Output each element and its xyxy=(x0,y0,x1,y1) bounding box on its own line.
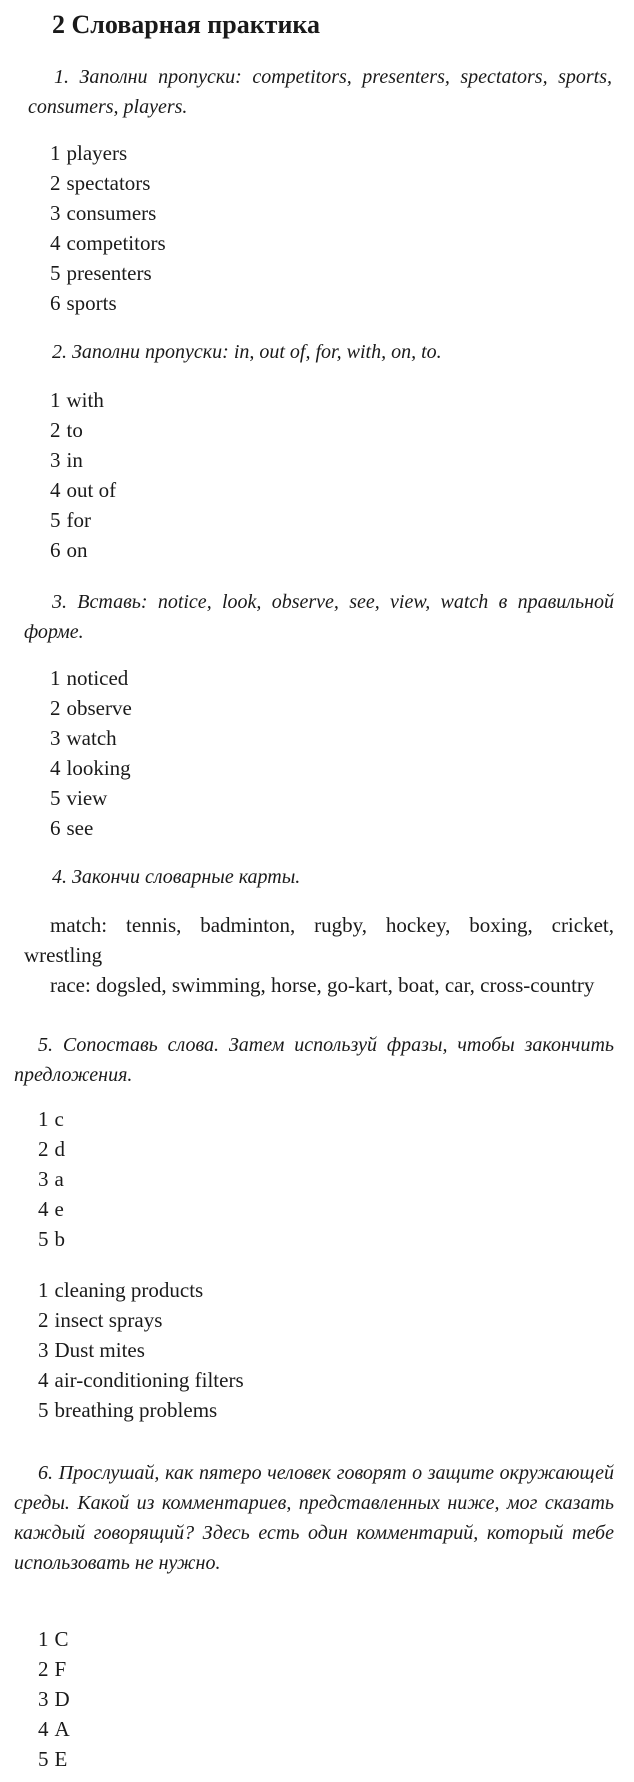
list-item: 5 presenters xyxy=(50,261,152,285)
list-item: 4 looking xyxy=(50,756,131,780)
list-item: 3 consumers xyxy=(50,201,157,225)
list-item: 4 air-conditioning filters xyxy=(38,1368,244,1392)
list-item: 3 Dust mites xyxy=(38,1338,145,1362)
list-item: 6 sports xyxy=(50,291,117,315)
list-item: 5 for xyxy=(50,508,91,532)
exercise-2-answers xyxy=(50,385,122,565)
exercise-5-instruction: 5. Сопоставь слова. Затем используй фразы, чтобы закончить предложения. xyxy=(14,1034,614,1086)
list-item: 4 e xyxy=(38,1197,64,1221)
list-item: 5 breathing problems xyxy=(38,1398,218,1422)
list-item: 2 insect sprays xyxy=(38,1308,163,1332)
list-item: 4 out of xyxy=(50,478,117,502)
list-item: 3 watch xyxy=(50,726,117,750)
list-item: 4 A xyxy=(38,1717,70,1741)
list-item: 1 C xyxy=(38,1627,69,1651)
list-item: 1 with xyxy=(50,388,104,412)
exercise-6-instruction: 6. Прослушай, как пятеро человек говорят о защите окружающей среды. Какой из комментариев, представленных ниже, мог сказать каждый говорящий? Здесь есть один комментарий, который тебе использовать не нужно. xyxy=(14,1462,614,1574)
list-item: 2 d xyxy=(38,1137,65,1161)
list-item: 5 view xyxy=(50,786,108,810)
list-item: 2 F xyxy=(38,1657,67,1681)
exercise-3-instruction: 3. Вставь: notice, look, observe, see, view, watch в правильной форме. xyxy=(24,591,614,643)
list-item: 1 c xyxy=(38,1107,64,1131)
list-item: 3 D xyxy=(38,1687,70,1711)
page-title: 2 Словарная практика xyxy=(52,10,321,39)
exercise-1-instruction: 1. Заполни пропуски: competitors, presenters, spectators, sports, consumers, players. xyxy=(28,66,612,118)
list-item: 1 players xyxy=(50,141,128,165)
exercise-2-instruction: 2. Заполни пропуски: in, out of, for, with, on, to. xyxy=(52,341,442,363)
list-item: 3 a xyxy=(38,1167,64,1191)
list-item: 2 spectators xyxy=(50,171,151,195)
word-map-match: match: tennis, badminton, rugby, hockey, boxing, cricket, wrestling xyxy=(24,913,614,967)
list-item: 5 b xyxy=(38,1227,65,1251)
exercise-5-phrases xyxy=(38,1275,250,1425)
exercise-1-answers xyxy=(50,138,172,318)
list-item: 6 see xyxy=(50,816,94,840)
exercise-6-answers xyxy=(38,1624,76,1774)
word-map-race: race: dogsled, swimming, horse, go-kart, boat, car, cross-country xyxy=(50,973,595,997)
list-item: 1 noticed xyxy=(50,666,129,690)
list-item: 1 cleaning products xyxy=(38,1278,204,1302)
exercise-3-answers xyxy=(50,663,138,843)
exercise-4-instruction: 4. Закончи словарные карты. xyxy=(52,866,301,888)
list-item: 6 on xyxy=(50,538,88,562)
list-item: 4 competitors xyxy=(50,231,166,255)
list-item: 2 observe xyxy=(50,696,132,720)
list-item: 2 to xyxy=(50,418,83,442)
list-item: 5 E xyxy=(38,1747,68,1771)
exercise-5-answers xyxy=(38,1104,71,1254)
list-item: 3 in xyxy=(50,448,83,472)
